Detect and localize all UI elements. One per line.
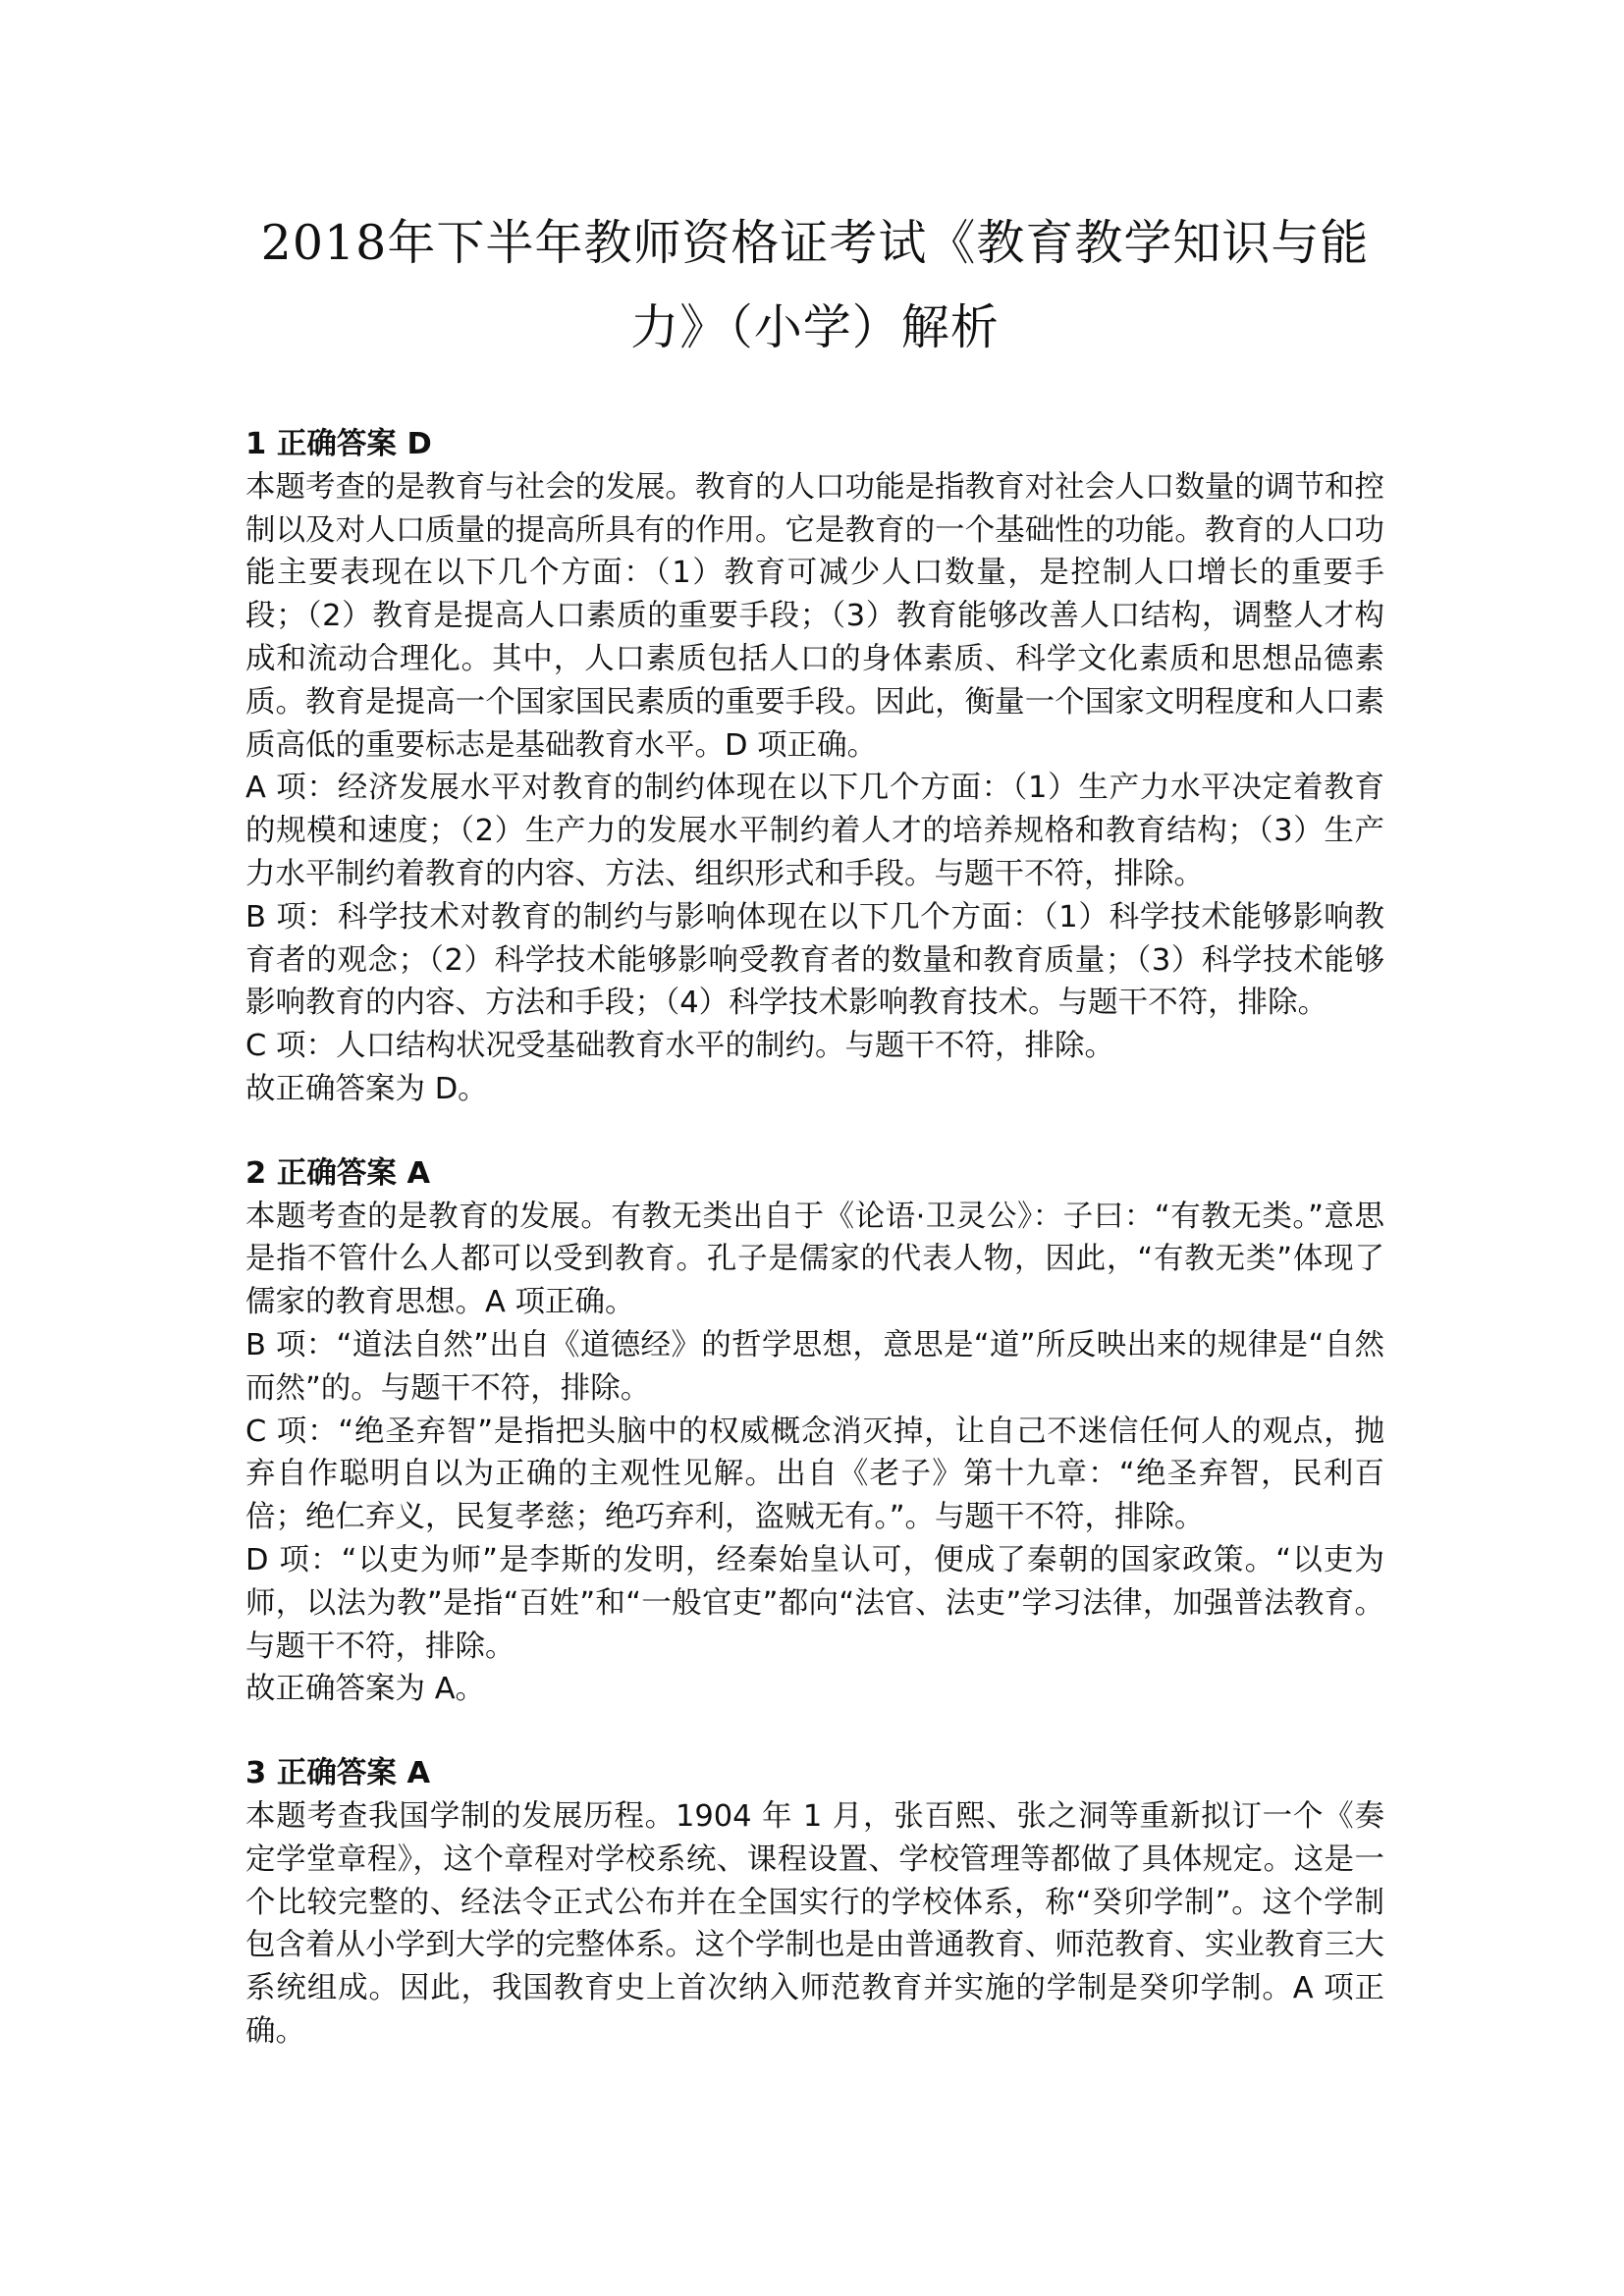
answer-heading: 3 正确答案 A — [245, 1756, 431, 1791]
explanation-paragraph: 本题考查我国学制的发展历程。1904 年 1 月，张百熙、张之洞等重新拟订一个《奏定学堂章程》，这个章程对学校系统、课程设置、学校管理等都做了具体规定。这是一个比较完整的、经法令正式公布并在全国实行的学校体系，称“癸卯学制”。这个学制包含着从小学到大学的完整体系。这个学制也是由普通教育、师范教育、实业教育三大系统组成。因此，我国教育史上首次纳入师范教育并实施的学制是癸卯学制。A 项正确。 — [245, 1798, 1384, 2049]
explanation-paragraph: 本题考查的是教育与社会的发展。教育的人口功能是指教育对社会人口数量的调节和控制以及对人口质量的提高所具有的作用。它是教育的一个基础性的功能。教育的人口功能主要表现在以下几个方面：（1）教育可减少人口数量，是控制人口增长的重要手段；（2）教育是提高人口素质的重要手段；（3）教育能够改善人口结构，调整人才构成和流动合理化。其中，人口素质包括人口的身体素质、科学文化素质和思想品德素质。教育是提高一个国家国民素质的重要手段。因此，衡量一个国家文明程度和人口素质高低的重要标志是基础教育水平。D 项正确。 — [245, 469, 1384, 763]
option-b-paragraph: B 项：科学技术对教育的制约与影响体现在以下几个方面：（1）科学技术能够影响教育者的观念；（2）科学技术能够影响受教育者的数量和教育质量；（3）科学技术能够影响教育的内容、方法和手段；（4）科学技术影响教育技术。与题干不符，排除。 — [245, 899, 1384, 1021]
answer-section-1 — [245, 423, 1384, 1111]
option-c-paragraph: C 项：“绝圣弃智”是指把头脑中的权威概念消灭掉，让自己不迷信任何人的观点，抛弃自作聪明自以为正确的主观性见解。出自《老子》第十九章：“绝圣弃智，民利百倍；绝仁弃义，民复孝慈；绝巧弃利，盗贼无有。”。与题干不符，排除。 — [245, 1414, 1384, 1535]
document-title — [245, 201, 1384, 370]
document-page — [245, 201, 1384, 2054]
title-line-1: 2018年下半年教师资格证考试《教育教学知识与能 — [260, 215, 1370, 271]
option-c-paragraph: C 项：人口结构状况受基础教育水平的制约。与题干不符，排除。 — [245, 1029, 1114, 1064]
title-line-2: 力》（小学）解析 — [630, 299, 1000, 355]
conclusion-paragraph: 故正确答案为 A。 — [245, 1672, 486, 1707]
answer-heading: 2 正确答案 A — [245, 1155, 431, 1191]
conclusion-paragraph: 故正确答案为 D。 — [245, 1071, 488, 1106]
explanation-paragraph: 本题考查的是教育的发展。有教无类出自于《论语·卫灵公》：子曰：“有教无类。”意思是指不管什么人都可以受到教育。孔子是儒家的代表人物，因此，“有教无类”体现了儒家的教育思想。A 项正确。 — [245, 1199, 1384, 1320]
option-d-paragraph: D 项：“以吏为师”是李斯的发明，经秦始皇认可，便成了秦朝的国家政策。“以吏为师，以法为教”是指“百姓”和“一般官吏”都向“法官、法吏”学习法律，加强普法教育。与题干不符，排除。 — [245, 1542, 1384, 1664]
answer-heading: 1 正确答案 D — [245, 427, 432, 461]
answer-section-2 — [245, 1152, 1384, 1711]
answer-section-3 — [245, 1752, 1384, 2054]
option-b-paragraph: B 项：“道法自然”出自《道德经》的哲学思想，意思是“道”所反映出来的规律是“自然而然”的。与题干不符，排除。 — [245, 1327, 1384, 1406]
option-a-paragraph: A 项：经济发展水平对教育的制约体现在以下几个方面：（1）生产力水平决定着教育的规模和速度；（2）生产力的发展水平制约着人才的培养规格和教育结构；（3）生产力水平制约着教育的内容、方法、组织形式和手段。与题干不符，排除。 — [245, 771, 1384, 891]
